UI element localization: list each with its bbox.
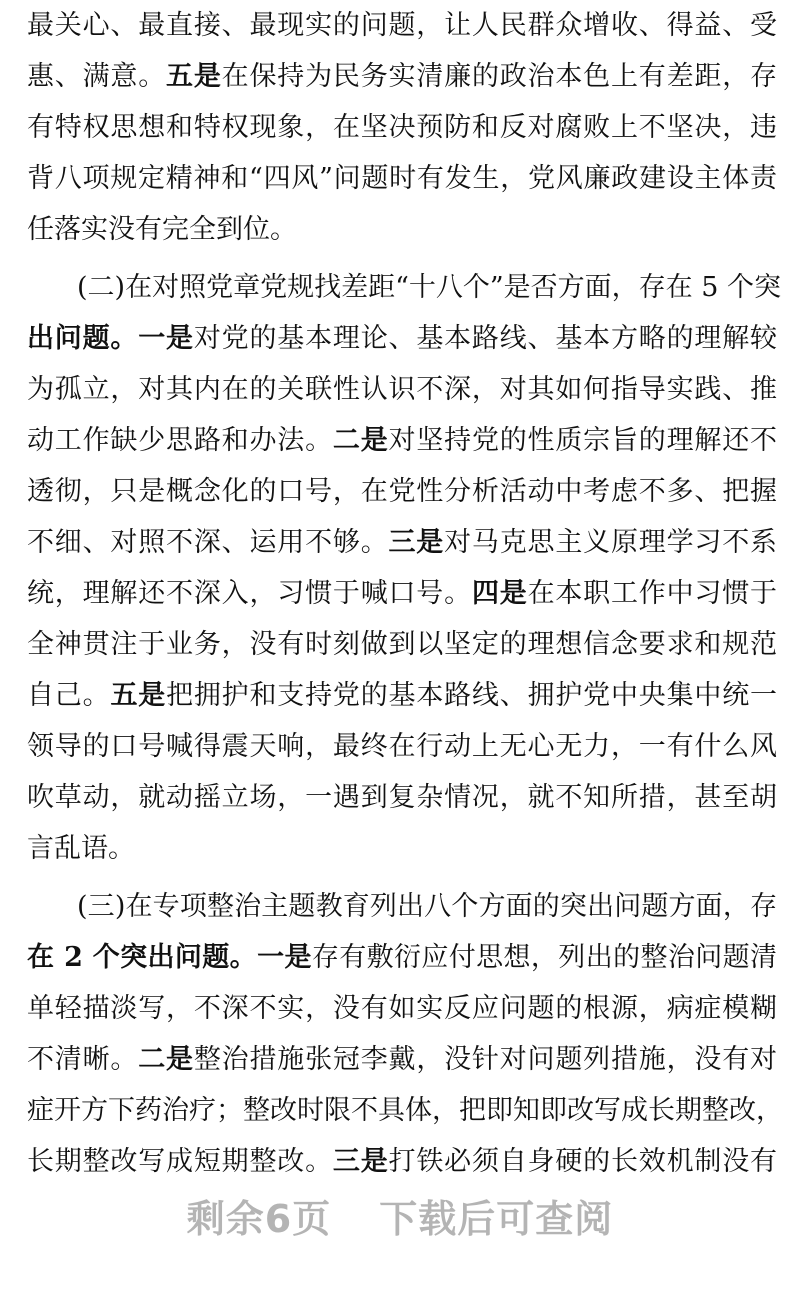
text-segment: 为孤立，对其内在的关联性认识不深，对其如何指导实践、推: [27, 374, 777, 405]
text-line: [27, 262, 782, 313]
text-line: [27, 1136, 777, 1187]
emphasis-text: 五是: [166, 61, 222, 92]
text-segment: 透彻，只是概念化的口号，在党性分析活动中考虑不多、把握: [27, 476, 777, 507]
text-segment: 打铁必须自身硬的长效机制没有: [388, 1146, 778, 1177]
paragraph-gap: [27, 874, 777, 881]
text-segment: 惠、满意。: [27, 61, 167, 92]
text-segment: 吹草动，就动摇立场，一遇到复杂情况，就不知所措，甚至胡: [27, 782, 777, 813]
emphasis-text: 五是: [110, 680, 167, 711]
document-body: [27, 0, 783, 1187]
text-line: [27, 153, 777, 204]
text-segment: 全神贯注于业务，没有时刻做到以坚定的理想信念要求和规范: [27, 629, 777, 660]
emphasis-text: 四是: [471, 578, 528, 609]
text-segment: 最关心、最直接、最现实的问题，让人民群众增收、得益、受: [27, 10, 777, 41]
text-line: [27, 823, 777, 874]
text-line: [27, 1034, 777, 1085]
text-line: [27, 313, 777, 364]
text-line: [27, 364, 777, 415]
download-to-view-text: 下载后可查阅: [379, 1197, 614, 1241]
text-line: [27, 670, 777, 721]
text-segment: 不细、对照不深、运用不够。: [27, 527, 389, 558]
emphasis-text: 一是: [257, 942, 312, 973]
text-segment: 把拥护和支持党的基本路线、拥护党中央集中统一: [166, 680, 778, 711]
text-segment: 对党的基本理论、基本路线、基本方略的理解较: [193, 323, 778, 354]
text-line: [27, 466, 777, 517]
text-segment: 整治措施张冠李戴，没针对问题列措施，没有对: [193, 1044, 778, 1075]
download-prompt[interactable]: [0, 1188, 800, 1243]
text-line: [27, 204, 777, 255]
text-line: [27, 721, 777, 772]
text-line: [27, 0, 777, 51]
text-segment: 自己。: [27, 680, 111, 711]
text-segment: 有特权思想和特权现象，在坚决预防和反对腐败上不坚决，违: [27, 112, 777, 143]
paragraph-gap: [27, 255, 777, 262]
text-segment: (三)在专项整治主题教育列出八个方面的突出问题方面，存: [77, 891, 777, 922]
text-line: [27, 932, 777, 983]
text-segment: 对坚持党的性质宗旨的理解还不: [388, 425, 778, 456]
text-segment: 背八项规定精神和“四风”问题时有发生，党风廉政建设主体责: [27, 163, 777, 194]
text-segment: 言乱语。: [27, 833, 135, 864]
text-segment: 存有敷衍应付思想，列出的整治问题清: [311, 942, 778, 973]
text-segment: 任落实没有完全到位。: [27, 214, 297, 245]
text-segment: 对马克思主义原理学习不系: [444, 527, 778, 558]
text-line: [27, 102, 777, 153]
text-line: [27, 568, 777, 619]
text-line: [27, 51, 777, 102]
text-line: [27, 517, 777, 568]
text-line: [27, 881, 777, 932]
emphasis-text: 二是: [138, 1044, 194, 1075]
emphasis-text: 二是: [332, 425, 389, 456]
text-segment: 在本职工作中习惯于: [527, 578, 778, 609]
text-segment: 在保持为民务实清廉的政治本色上有差距，存: [221, 61, 778, 92]
text-line: [27, 1085, 783, 1136]
text-line: [27, 619, 777, 670]
emphasis-text: 三是: [332, 1146, 389, 1177]
text-segment: 动工作缺少思路和办法。: [27, 425, 333, 456]
emphasis-text: 出问题。: [27, 323, 139, 354]
text-segment: 不清晰。: [27, 1044, 139, 1075]
text-segment: 症开方下药治疗；整改时限不具体，把即知即改写成长期整改，: [27, 1095, 783, 1126]
text-segment: 领导的口号喊得震天响，最终在行动上无心无力，一有什么风: [27, 731, 777, 762]
emphasis-text: 三是: [388, 527, 445, 558]
remaining-pages-text: 剩余6页: [186, 1197, 332, 1241]
text-segment: (二)在对照党章党规找差距“十八个”是否方面，存在 5 个突: [77, 272, 782, 303]
emphasis-text: 一是: [138, 323, 194, 354]
text-line: [27, 772, 777, 823]
text-segment: 单轻描淡写，不深不实，没有如实反应问题的根源，病症模糊: [27, 993, 777, 1024]
text-line: [27, 983, 777, 1034]
emphasis-text: 在 2 个突出问题。: [27, 942, 258, 973]
text-line: [27, 415, 777, 466]
text-segment: 长期整改写成短期整改。: [27, 1146, 333, 1177]
text-segment: 统，理解还不深入，习惯于喊口号。: [27, 578, 472, 609]
